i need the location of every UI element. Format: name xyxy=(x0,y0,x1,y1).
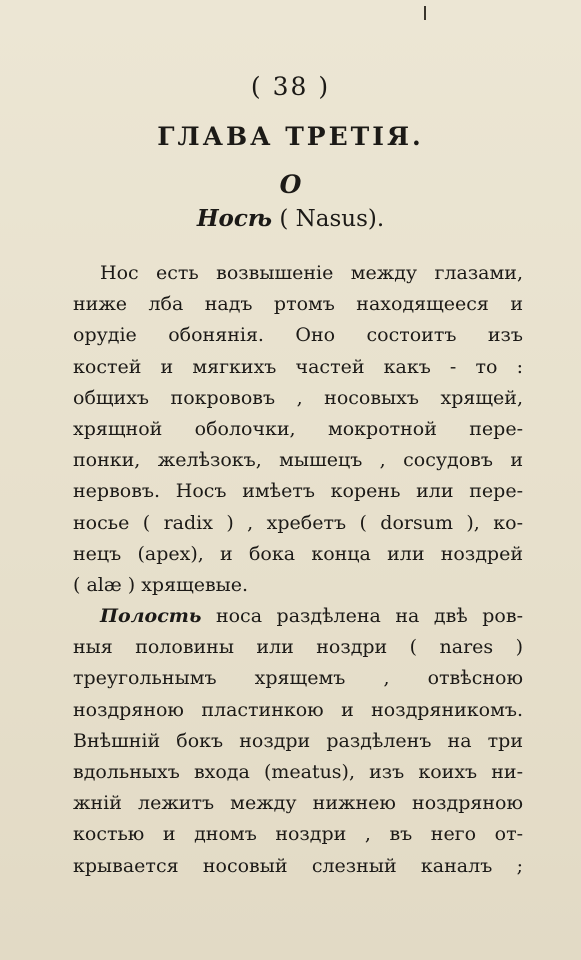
heading-preposition: О xyxy=(279,170,302,199)
text-line: крывается носовый слезный каналъ ; xyxy=(73,854,523,877)
text-line: ныя половины или ноздри ( nares ) xyxy=(73,636,523,659)
text-line: общихъ покрововъ , носовыхъ хрящей, xyxy=(73,386,523,409)
text-line: Нос есть возвышенiе между глазами, xyxy=(100,262,523,284)
text-line: ( alæ ) хрящевые. xyxy=(73,573,249,596)
page-number: ( 38 ) xyxy=(250,72,331,101)
text-line: нецъ (apex), и бока конца или ноздрей xyxy=(73,542,523,565)
text-line: вдольныхъ входа (meatus), изъ коихъ ни- xyxy=(73,761,523,783)
text-line: хрящной оболочки, мокротной пере- xyxy=(73,417,523,440)
text-line: треугольнымъ хрящемъ , отвѣсною xyxy=(73,667,523,690)
chapter-title: ГЛАВА ТРЕТІЯ. xyxy=(157,122,424,151)
text-line: Внѣшнiй бокъ ноздри раздѣленъ на три xyxy=(73,729,523,752)
text-line: жнiй лежитъ между нижнею ноздряною xyxy=(73,792,523,815)
text-line: орудiе обонянiя. Оно состоитъ изъ xyxy=(73,324,523,347)
italic-term: Полость xyxy=(100,605,202,628)
heading-nose-word: Носѣ xyxy=(196,205,273,232)
text-line: понки, желѣзокъ, мышецъ , сосудовъ и xyxy=(73,449,523,472)
text-line xyxy=(73,601,523,632)
text-line: нервовъ. Носъ имѣетъ корень или пере- xyxy=(73,480,523,503)
text-line: костей и мягкихъ частей какъ - то : xyxy=(73,355,523,378)
margin-mark xyxy=(424,6,426,20)
text-line: ниже лба надъ ртомъ находящееся и xyxy=(73,293,523,316)
text-line: носье ( radix ) , хребетъ ( dorsum ), ко- xyxy=(73,511,523,534)
heading-latin: ( Nasus). xyxy=(279,206,385,232)
text-run: носа раздѣлена на двѣ ров- xyxy=(201,605,523,628)
text-line: костью и дномъ ноздри , въ него от- xyxy=(73,823,523,846)
section-heading xyxy=(0,205,581,232)
body-text xyxy=(73,258,523,882)
text-line: ноздряною пластинкою и ноздряникомъ. xyxy=(73,698,523,721)
